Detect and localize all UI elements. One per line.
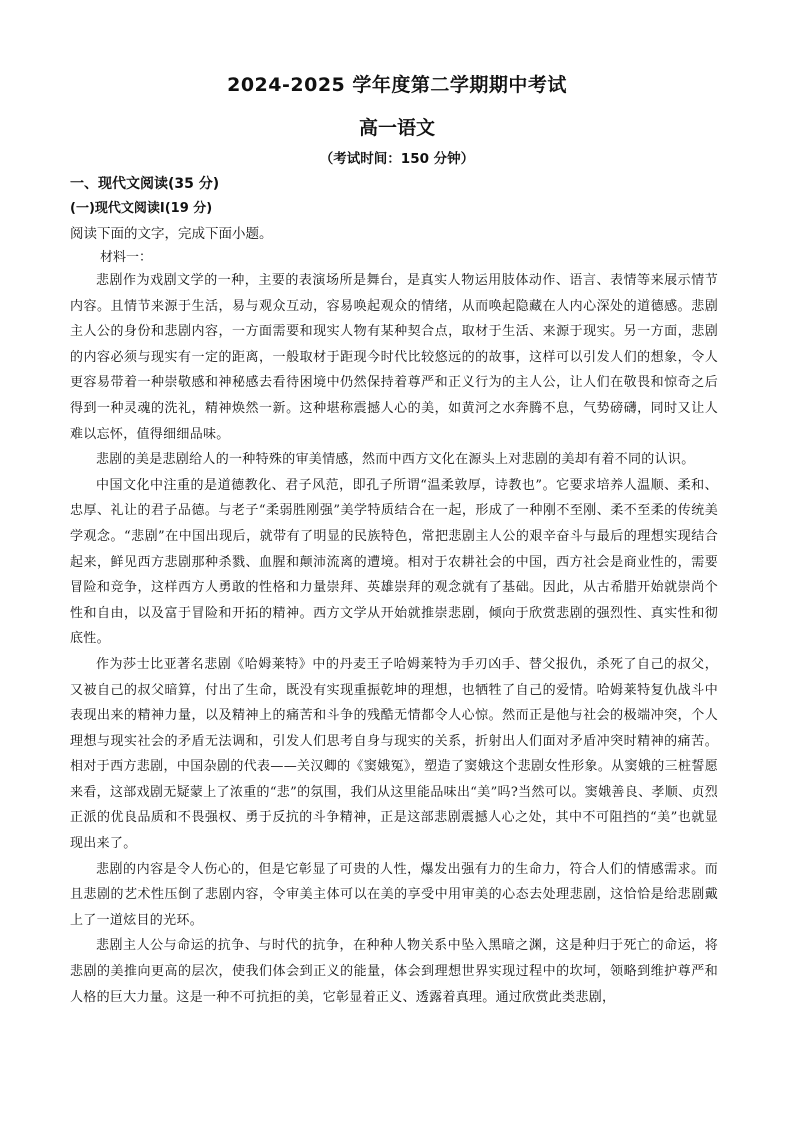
section-heading: 一、现代文阅读(35 分) [70, 176, 220, 192]
material-label: 材料一： [100, 250, 153, 265]
passage-body [70, 268, 718, 1010]
subsection-heading: (一)现代文阅读Ⅰ(19 分) [70, 201, 213, 216]
subject-title: 高一语文 [358, 117, 435, 139]
passage-paragraph: 悲剧主人公与命运的抗争、与时代的抗争，在种种人物关系中坠入黑暗之渊，这是种归于死亡的命运，将悲剧的美推向更高的层次，使我们体会到正义的能量，体会到理想世界实现过程中的坎坷，领略到维护尊严和人格的巨大力量。这是一种不可抗拒的美，它彰显着正义、透露着真理。通过欣赏此类悲剧， [70, 938, 718, 1005]
passage-paragraph: 悲剧的内容是令人伤心的，但是它彰显了可贵的人性，爆发出强有力的生命力，符合人们的情感需求。而且悲剧的艺术性压倒了悲剧内容，令审美主体可以在美的享受中用审美的心态去处理悲剧，这恰恰是给悲剧戴上了一道炫目的光环。 [70, 861, 718, 928]
passage-paragraph: 作为莎士比亚著名悲剧《哈姆莱特》中的丹麦王子哈姆莱特为手刃凶手、替父报仇，杀死了自己的叔父，又被自己的叔父暗算，付出了生命，既没有实现重振乾坤的理想，也牺牲了自己的爱情。哈姆莱特复仇战斗中表现出来的精神力量，以及精神上的痛苦和斗争的残酷无情都令人心惊。然而正是他与社会的极端冲突，个人理想与现实社会的矛盾无法调和，引发人们思考自身与现实的关系，折射出人们面对矛盾冲突时精神的痛苦。相对于西方悲剧，中国杂剧的代表——关汉卿的《窦娥冤》，塑造了窦娥这个悲剧女性形象。从窦娥的三桩誓愿来看，这部戏剧无疑蒙上了浓重的“悲”的氛围，我们从这里能品味出“美”吗?当然可以。窦娥善良、孝顺、贞烈正派的优良品质和不畏强权、勇于反抗的斗争精神，正是这部悲剧震撼人心之处，其中不可阻挡的“美”也就显现出来了。 [70, 656, 718, 852]
exam-time-note: （考试时间：150 分钟） [319, 151, 475, 167]
reading-instruction: 阅读下面的文字，完成下面小题。 [70, 226, 273, 242]
passage-paragraph: 中国文化中注重的是道德教化、君子风范，即孔子所谓“温柔敦厚，诗教也”。它要求培养人温顺、柔和、忠厚、礼让的君子品德。与老子“柔弱胜刚强”美学特质结合在一起，形成了一种刚不至刚、柔不至柔的传统美学观念。“悲剧”在中国出现后，就带有了明显的民族特色，常把悲剧主人公的艰辛奋斗与最后的理想实现结合起来，鲜见西方悲剧那种杀戮、血腥和颠沛流离的遭境。相对于农耕社会的中国，西方社会是商业性的，需要冒险和竞争，这样西方人勇敢的性格和力量崇拜、英雄崇拜的观念就有了基础。因此，从古希腊开始就崇尚个性和自由，以及富于冒险和开拓的精神。西方文学从开始就推崇悲剧，倾向于欣赏悲剧的强烈性、真实性和彻底性。 [70, 477, 718, 647]
passage-paragraph: 悲剧的美是悲剧给人的一种特殊的审美情感，然而中西方文化在源头上对悲剧的美却有着不同的认识。 [96, 452, 695, 468]
passage-paragraph: 悲剧作为戏剧文学的一种，主要的表演场所是舞台，是真实人物运用肢体动作、语言、表情等来展示情节内容。且情节来源于生活，易与观众互动，容易唤起观众的情绪，从而唤起隐藏在人内心深处的道德感。悲剧主人公的身份和悲剧内容，一方面需要和现实人物有某种契合点，取材于生活、来源于现实。另一方面，悲剧的内容必须与现实有一定的距离，一般取材于距现今时代比较悠远的的故事，这样可以引发人们的想象，令人更容易带着一种崇敬感和神秘感去看待困境中仍然保持着尊严和正义行为的主人公，让人们在敬畏和惊奇之后得到一种灵魂的洗礼，精神焕然一新。这种堪称震撼人心的美，如黄河之水奔腾不息，气势磅礴，同时又让人难以忘怀，值得细细品味。 [70, 273, 718, 442]
exam-title: 2024-2025 学年度第二学期期中考试 [227, 74, 567, 96]
